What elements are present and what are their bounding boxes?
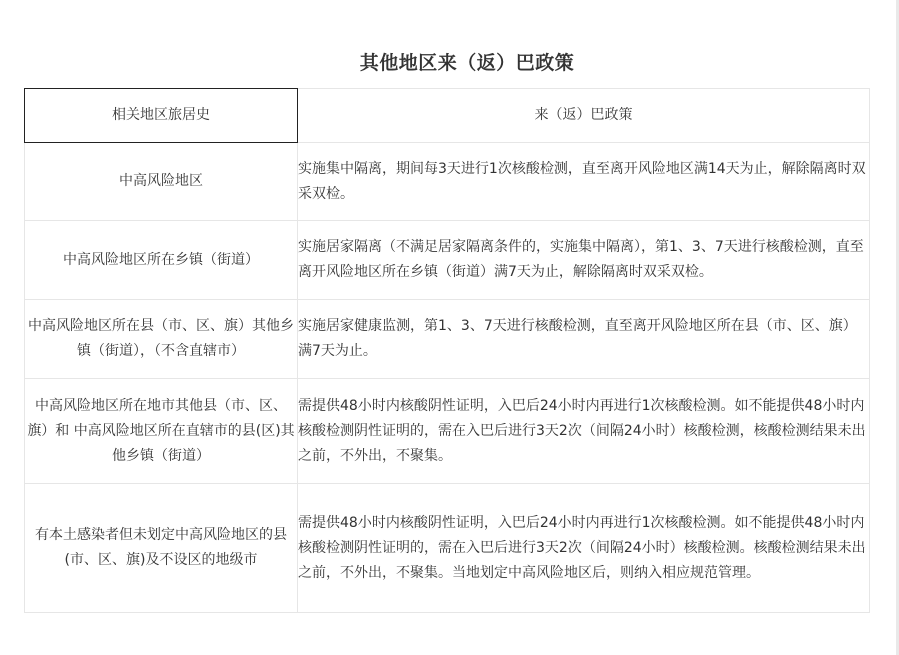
policy-cell: 实施居家隔离（不满足居家隔离条件的，实施集中隔离），第1、3、7天进行核酸检测，直至离开风险地区所在乡镇（街道）满7天为止，解除隔离时双采双检。 — [298, 221, 870, 300]
policy-cell: 实施居家健康监测，第1、3、7天进行核酸检测，直至离开风险地区所在县（市、区、旗）满7天为止。 — [298, 300, 870, 379]
region-cell: 中高风险地区所在地市其他县（市、区、旗）和 中高风险地区所在直辖市的县(区)其他乡镇（街道） — [25, 379, 298, 484]
policy-cell: 需提供48小时内核酸阴性证明，入巴后24小时内再进行1次核酸检测。如不能提供48小时内核酸检测阴性证明的，需在入巴后进行3天2次（间隔24小时）核酸检测。核酸检测结果未出之前，不外出，不聚集。当地划定中高风险地区后，则纳入相应规范管理。 — [298, 484, 870, 613]
policy-table — [24, 88, 870, 613]
policy-cell: 需提供48小时内核酸阴性证明，入巴后24小时内再进行1次核酸检测。如不能提供48小时内核酸检测阴性证明的，需在入巴后进行3天2次（间隔24小时）核酸检测，核酸检测结果未出之前，不外出，不聚集。 — [298, 379, 870, 484]
region-cell: 有本土感染者但未划定中高风险地区的县(市、区、旗)及不设区的地级市 — [25, 484, 298, 613]
policy-cell: 实施集中隔离，期间每3天进行1次核酸检测，直至离开风险地区满14天为止，解除隔离时双采双检。 — [298, 143, 870, 221]
table-row — [25, 300, 870, 379]
header-policy: 来（返）巴政策 — [298, 89, 870, 143]
region-cell: 中高风险地区 — [25, 143, 298, 221]
table-header-row — [25, 89, 870, 143]
table-row — [25, 379, 870, 484]
page-title: 其他地区来（返）巴政策 — [359, 52, 575, 74]
region-cell: 中高风险地区所在乡镇（街道） — [25, 221, 298, 300]
table-row — [25, 221, 870, 300]
table-row — [25, 484, 870, 613]
header-region: 相关地区旅居史 — [25, 89, 298, 143]
region-cell: 中高风险地区所在县（市、区、旗）其他乡镇（街道），（不含直辖市） — [25, 300, 298, 379]
table-row — [25, 143, 870, 221]
